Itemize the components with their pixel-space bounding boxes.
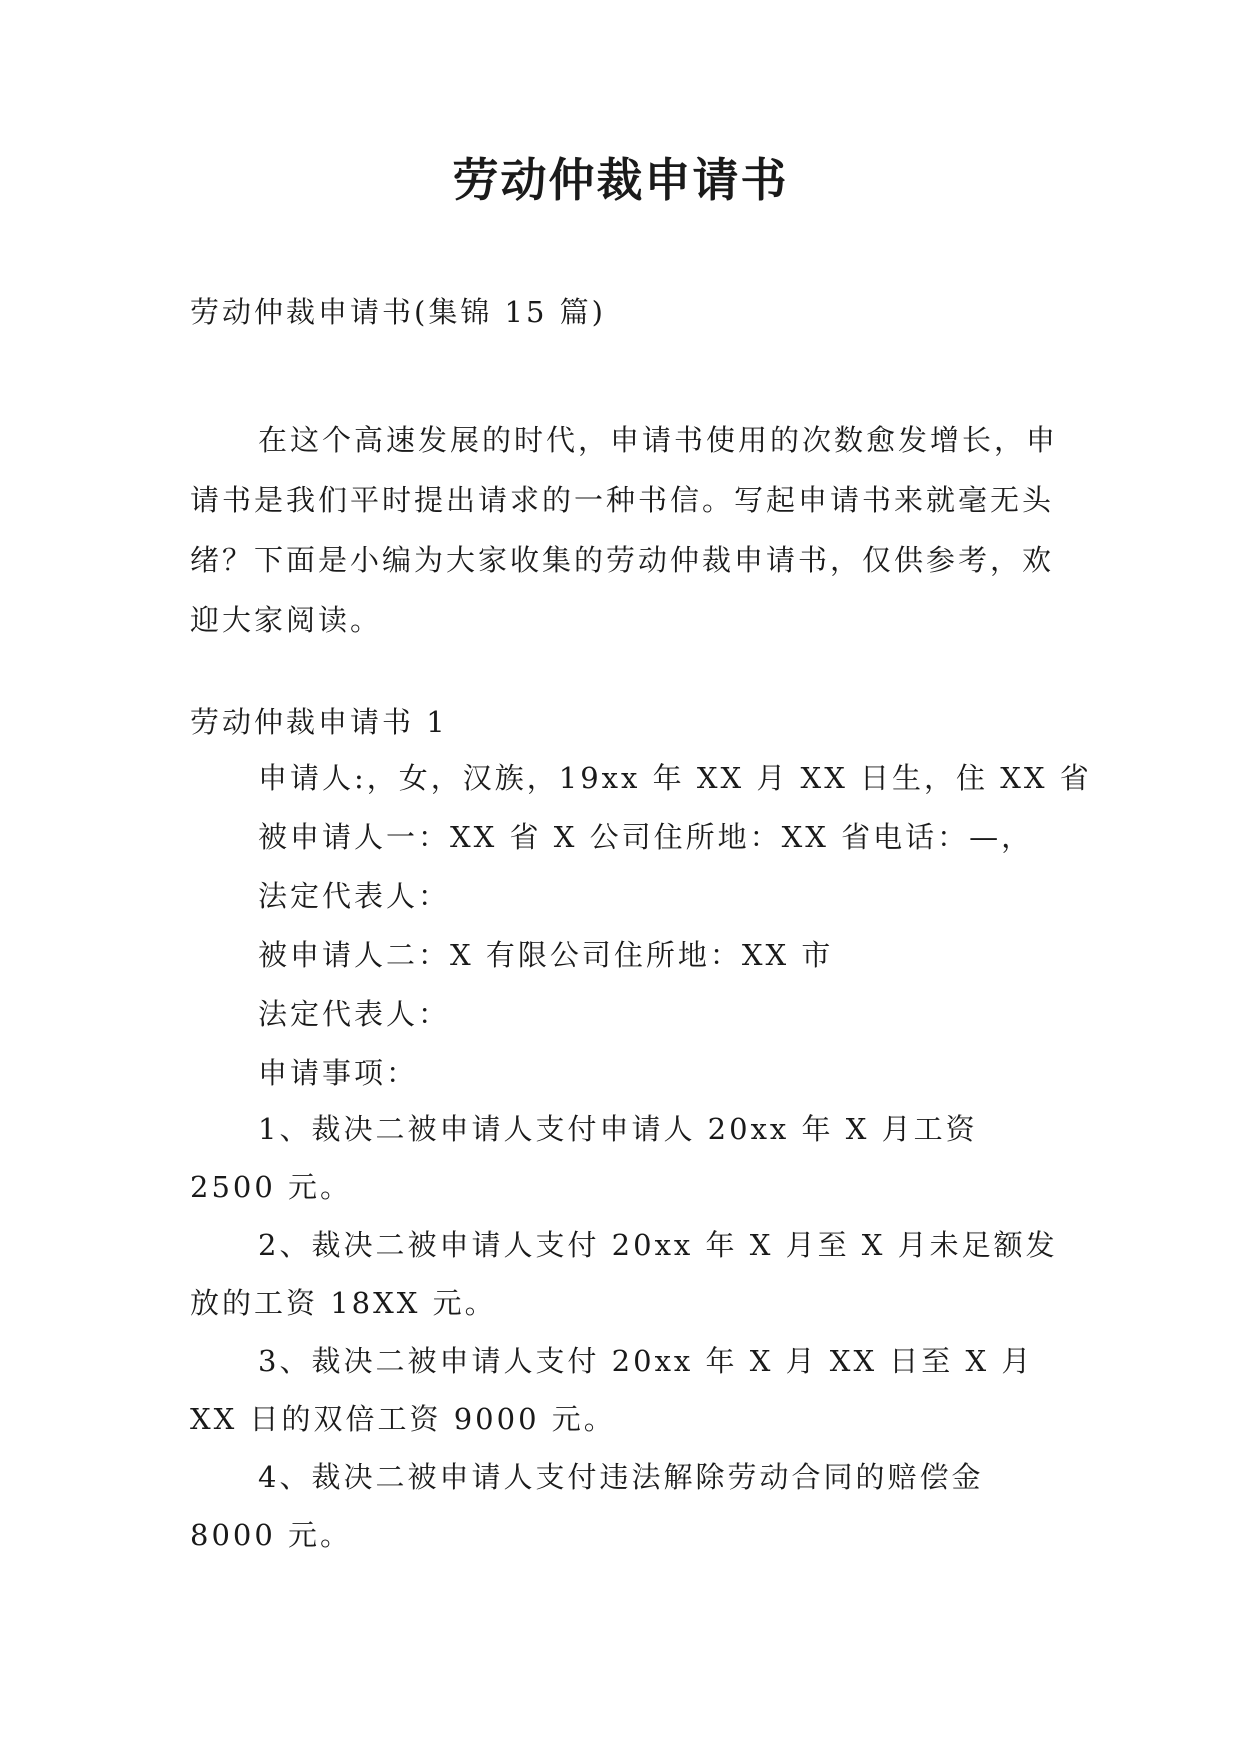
respondent-two-line: 被申请人二：X 有限公司住所地：XX 市 xyxy=(258,938,834,972)
document-subtitle: 劳动仲裁申请书(集锦 15 篇) xyxy=(190,295,606,329)
respondent-one-line: 被申请人一：XX 省 X 公司住所地：XX 省电话：—， xyxy=(258,820,1034,854)
applicant-info-block xyxy=(190,758,1092,1112)
claim-item: 2、裁决二被申请人支付 20xx 年 X 月至 X 月未足额发放的工资 18XX 元。 xyxy=(190,1228,1058,1320)
intro-paragraph: 在这个高速发展的时代，申请书使用的次数愈发增长，申请书是我们平时提出请求的一种书信。写起申请书来就毫无头绪？下面是小编为大家收集的劳动仲裁申请书，仅供参考，欢迎大家阅读。 xyxy=(190,423,1059,637)
claims-list xyxy=(190,1100,1060,1564)
document-title: 劳动仲裁申请书 xyxy=(452,153,789,207)
section-heading: 劳动仲裁申请书 1 xyxy=(190,705,448,739)
legal-rep-line: 法定代表人： xyxy=(258,997,451,1031)
legal-rep-line: 法定代表人： xyxy=(258,879,451,913)
claim-item: 1、裁决二被申请人支付申请人 20xx 年 X 月工资 2500 元。 xyxy=(190,1112,978,1204)
applicant-line: 申请人:，女，汉族，19xx 年 XX 月 XX 日生，住 XX 省 xyxy=(258,761,1092,795)
claims-heading: 申请事项： xyxy=(258,1056,419,1090)
claim-item: 4、裁决二被申请人支付违法解除劳动合同的赔偿金 8000 元。 xyxy=(190,1460,984,1552)
claim-item: 3、裁决二被申请人支付 20xx 年 X 月 XX 日至 X 月 XX 日的双倍工资 9000 元。 xyxy=(190,1344,1034,1436)
